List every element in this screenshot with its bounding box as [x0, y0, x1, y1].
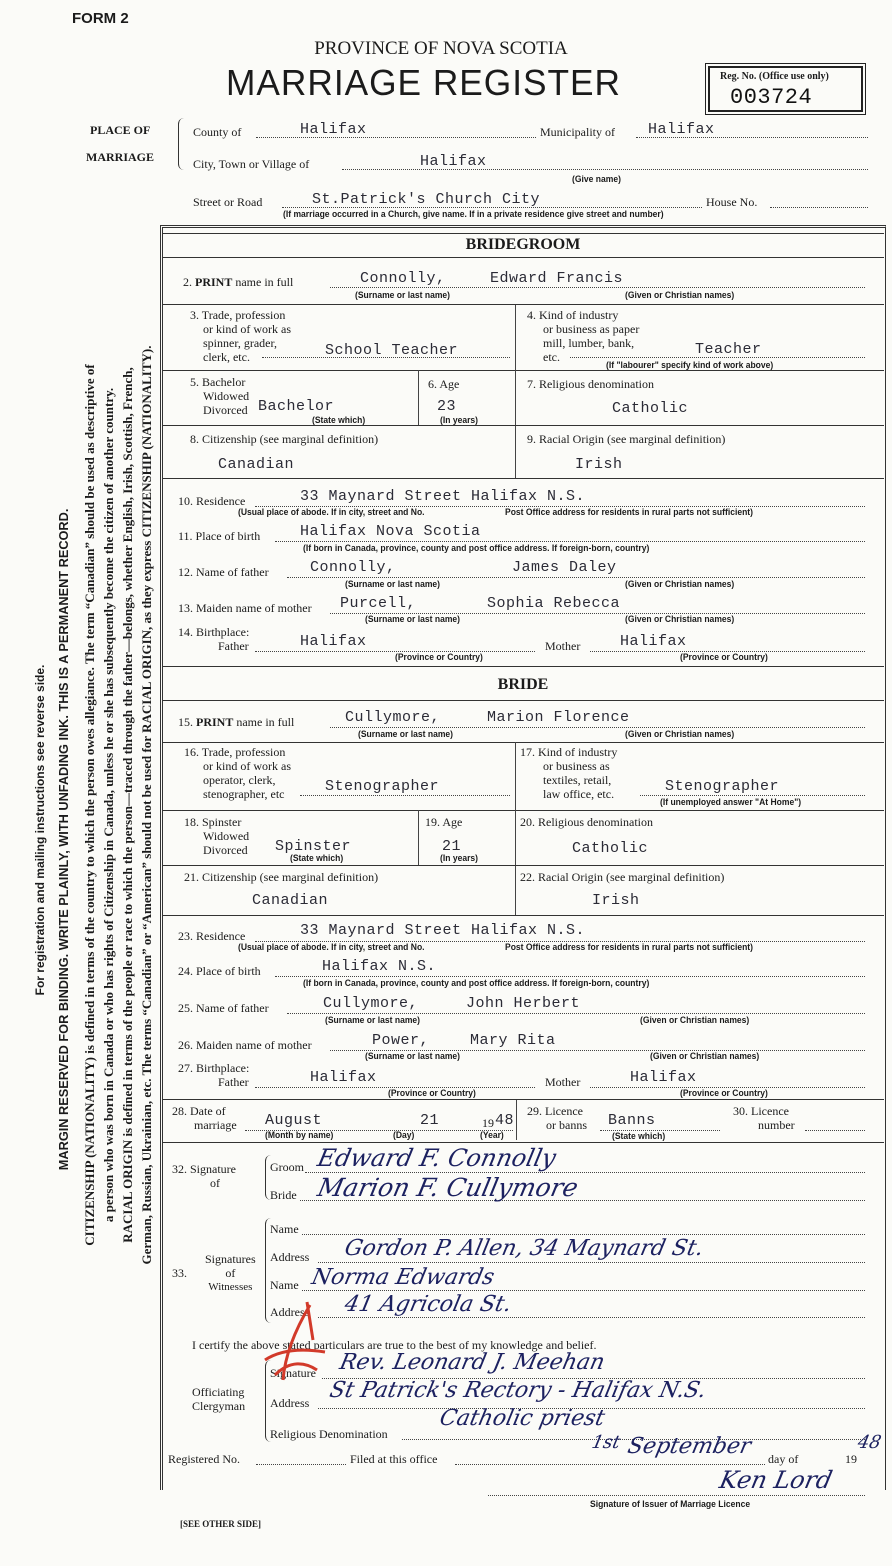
groom-sig-label: Groom	[270, 1160, 304, 1174]
place-label-1: PLACE OF	[90, 123, 151, 137]
groom-mother-surname: Purcell,	[340, 595, 417, 612]
bride-mother-surname: Power,	[372, 1032, 430, 1049]
bride-status-label: 18. Spinster Widowed Divorced	[184, 815, 250, 857]
groom-surname: Connolly,	[360, 270, 446, 287]
mother-label: Mother	[545, 639, 581, 653]
groom-citizenship-label: 8. Citizenship (see marginal definition)	[190, 432, 379, 446]
filed-label: Filed at this office	[350, 1452, 438, 1466]
groom-birthplace: Halifax Nova Scotia	[300, 523, 481, 540]
margin-citizenship-2: a person who was born in Canada or who has rights of Citizenship in Canada, unless he or she has subsequently become the citizen of another country.	[101, 387, 116, 1223]
bride-birthplace-label: 27. Birthplace:	[178, 1061, 250, 1075]
year-prefix: 19	[482, 1116, 494, 1130]
licence-or-banns: Banns	[608, 1112, 656, 1129]
city-value: Halifax	[420, 153, 487, 170]
bride-sig-label: Bride	[270, 1188, 297, 1202]
bride-age-label: 19. Age	[425, 815, 463, 829]
groom-trade-label: 3. Trade, profession or kind of work as spinner, grader, clerk, etc.	[190, 308, 291, 364]
filed-year: 48	[855, 1432, 884, 1453]
bride-father-birthplace: Halifax	[310, 1069, 377, 1086]
groom-name-label: 2. PRINT name in full	[183, 275, 294, 289]
clergy-denom-label: Religious Denomination	[270, 1427, 388, 1441]
issuer-signature: Ken Lord	[717, 1466, 835, 1494]
note: (Province or Country)	[395, 652, 483, 663]
note: (Given or Christian names)	[625, 614, 735, 625]
note: (Year)	[480, 1130, 504, 1141]
witness1-address-label: Address	[270, 1250, 310, 1264]
bride-mother-given: Mary Rita	[470, 1032, 556, 1049]
groom-status: Bachelor	[258, 398, 335, 415]
house-label: House No.	[706, 195, 758, 209]
note: (Surname or last name)	[365, 1051, 461, 1062]
groom-mother-birthplace: Halifax	[620, 633, 687, 650]
bride-mother-birthplace: Halifax	[630, 1069, 697, 1086]
num-33: 33.	[172, 1266, 187, 1280]
note: (If "labourer" specify kind of work above)	[606, 360, 774, 371]
county-value: Halifax	[300, 121, 367, 138]
bride-racial-origin: Irish	[592, 892, 640, 909]
note: (Surname or last name)	[345, 579, 441, 590]
licence-number-label: 30. Licence number	[733, 1104, 795, 1132]
note: (State which)	[312, 415, 366, 426]
note: (Usual place of abode. If in city, street and No.	[238, 942, 425, 953]
margin-citizenship-1: CITIZENSHIP (NATIONALITY) is defined in terms of the country to which the person owes allegiance. The term “Canadian” should be used as descriptive of	[82, 364, 97, 1246]
note: (Given or Christian names)	[625, 579, 735, 590]
day-of-label: day of	[768, 1452, 799, 1466]
red-check-mark	[255, 1300, 335, 1390]
bride-industry: Stenographer	[665, 778, 780, 795]
bride-residence-label: 23. Residence	[178, 929, 246, 943]
note: (Province or Country)	[680, 1088, 768, 1099]
bride-trade: Stenographer	[325, 778, 440, 795]
date-label: 28. Date of marriage	[172, 1104, 237, 1132]
note: (Province or Country)	[388, 1088, 476, 1099]
city-label: City, Town or Village of	[193, 157, 310, 171]
province-heading	[0, 38, 892, 60]
bride-age: 21	[442, 838, 462, 855]
note: Post Office address for residents in rural parts not sufficient)	[505, 507, 754, 518]
witness1-name-label: Name	[270, 1222, 299, 1236]
certification-text: I certify the above stated particulars are true to the best of my knowledge and belief.	[192, 1338, 597, 1352]
groom-racial-label: 9. Racial Origin (see marginal definition)	[527, 432, 726, 446]
note: (Usual place of abode. If in city, street and No.	[238, 507, 425, 518]
reg-number-box	[708, 66, 863, 112]
note: (If born in Canada, province, county and post office address. If foreign-born, country)	[303, 978, 650, 989]
groom-trade: School Teacher	[325, 342, 459, 359]
bride-status: Spinster	[275, 838, 352, 855]
groom-religion: Catholic	[612, 400, 689, 417]
groom-age: 23	[437, 398, 457, 415]
margin-instructions: For registration and mailing instructions see reverse side.	[33, 664, 47, 996]
bride-birthplace: Halifax N.S.	[322, 958, 437, 975]
nineteen: 19	[845, 1452, 857, 1466]
reg-number-label: Reg. No. (Office use only)	[720, 71, 829, 82]
reg-number: 003724	[730, 85, 813, 110]
note: Post Office address for residents in rural parts not sufficient)	[505, 942, 754, 953]
licence-label: 29. Licence or banns	[527, 1104, 587, 1132]
bride-signature: Marion F. Cullymore	[314, 1173, 581, 1202]
groom-religion-label: 7. Religious denomination	[527, 377, 654, 391]
groom-mother-given: Sophia Rebecca	[487, 595, 621, 612]
groom-father-birthplace: Halifax	[300, 633, 367, 650]
street-label: Street or Road	[193, 195, 263, 209]
groom-birthplace-label: 14. Birthplace:	[178, 625, 250, 639]
groom-status-label: 5. Bachelor Widowed Divorced	[190, 375, 250, 417]
bride-racial-label: 22. Racial Origin (see marginal definition)	[520, 870, 725, 884]
bride-surname: Cullymore,	[345, 709, 441, 726]
bride-industry-label: 17. Kind of industry or business as textiles, retail, law office, etc.	[520, 745, 618, 801]
note: (Surname or last name)	[358, 729, 454, 740]
groom-residence-label: 10. Residence	[178, 494, 246, 508]
note: (Given or Christian names)	[640, 1015, 750, 1026]
groom-father-label: 12. Name of father	[178, 565, 269, 579]
note: (Given or Christian names)	[650, 1051, 760, 1062]
groom-father-given: James Daley	[512, 559, 617, 576]
witness2-address-label: Address	[270, 1305, 310, 1319]
groom-birth-label: 11. Place of birth	[178, 529, 261, 543]
groom-residence: 33 Maynard Street Halifax N.S.	[300, 488, 586, 505]
groom-industry: Teacher	[695, 341, 762, 358]
bride-father-given: John Herbert	[466, 995, 581, 1012]
note: (State which)	[612, 1131, 666, 1142]
marriage-year: 48	[495, 1112, 515, 1129]
issuer-label: Signature of Issuer of Marriage Licence	[590, 1499, 751, 1510]
father-label: Father	[218, 639, 249, 653]
clergy-address: St Patrick's Rectory - Halifax N.S.	[327, 1378, 709, 1403]
groom-racial-origin: Irish	[575, 456, 623, 473]
registered-no-label: Registered No.	[168, 1452, 240, 1466]
signature-label: 32. Signature of	[172, 1162, 236, 1190]
bride-name-label: 15. PRINT name in full	[178, 715, 295, 729]
filed-month: September	[625, 1434, 754, 1459]
place-label-2: MARRIAGE	[86, 150, 154, 164]
groom-industry-label: 4. Kind of industry or business as paper mill, lumber, bank, etc.	[527, 308, 640, 364]
father-label: Father	[218, 1075, 249, 1089]
page-title: MARRIAGE REGISTER	[226, 62, 622, 103]
clergy-label: Officiating Clergyman	[192, 1385, 246, 1413]
bride-citizenship: Canadian	[252, 892, 329, 909]
margin-binding-notice: MARGIN RESERVED FOR BINDING. WRITE PLAINLY, WITH UNFADING INK. THIS IS A PERMANENT RECORD.	[56, 508, 71, 1171]
filed-day: 1st	[589, 1432, 623, 1453]
clergy-signature: Rev. Leonard J. Meehan	[337, 1350, 607, 1375]
clergy-denomination: Catholic priest	[437, 1406, 608, 1431]
bride-father-surname: Cullymore,	[323, 995, 419, 1012]
note: (Given or Christian names)	[625, 729, 735, 740]
place-brace	[178, 118, 184, 170]
witness2-signature: Norma Edwards	[309, 1265, 497, 1290]
groom-citizenship: Canadian	[218, 456, 295, 473]
form-number: FORM 2	[72, 10, 129, 27]
groom-mother-label: 13. Maiden name of mother	[178, 601, 312, 615]
witness1-signature: Gordon P. Allen, 34 Maynard St.	[342, 1236, 706, 1261]
note: (Surname or last name)	[355, 290, 451, 301]
witnesses-label: Signatures of Witnesses	[205, 1252, 256, 1293]
bridegroom-header: BRIDEGROOM	[465, 236, 581, 253]
witness2-name-label: Name	[270, 1278, 299, 1292]
marriage-day: 21	[420, 1112, 440, 1129]
margin-racial-1: RACIAL ORIGIN is defined in terms of the people or race to which the person—traced through the father—belongs, whether English, Irish, Scottish, French,	[120, 367, 135, 1243]
marriage-month: August	[265, 1112, 323, 1129]
groom-father-surname: Connolly,	[310, 559, 396, 576]
note: (If unemployed answer "At Home")	[660, 797, 802, 808]
note: (Given or Christian names)	[625, 290, 735, 301]
note: (Surname or last name)	[365, 614, 461, 625]
county-label: County of	[193, 125, 242, 139]
margin-racial-2: German, Russian, Ukrainian, etc. The terms “Canadian” or “American” should not be used for RACIAL ORIGIN, as they express CITIZENSHIP (NATIONALITY).	[139, 345, 154, 1265]
bride-given-names: Marion Florence	[487, 709, 630, 726]
note: (Province or Country)	[680, 652, 768, 663]
bride-birth-label: 24. Place of birth	[178, 964, 261, 978]
bride-header: BRIDE	[497, 676, 549, 693]
groom-age-label: 6. Age	[428, 377, 460, 391]
province: PROVINCE OF NOVA SCOTIA	[314, 38, 568, 59]
street-note: (If marriage occurred in a Church, give name. If in a private residence give street and number)	[283, 209, 664, 220]
street-value: St.Patrick's Church City	[312, 191, 541, 208]
note: (State which)	[290, 853, 344, 864]
groom-signature: Edward F. Connolly	[315, 1144, 559, 1172]
note: (In years)	[440, 853, 479, 864]
municipality-label: Municipality of	[540, 125, 615, 139]
note: (In years)	[440, 415, 479, 426]
clergy-sig-label: Signature	[270, 1366, 316, 1380]
witness2-address: 41 Agricola St.	[342, 1292, 514, 1317]
note: (Surname or last name)	[325, 1015, 421, 1026]
bride-mother-label: 26. Maiden name of mother	[178, 1038, 312, 1052]
bride-citizenship-label: 21. Citizenship (see marginal definition)	[184, 870, 379, 884]
bride-religion: Catholic	[572, 840, 649, 857]
groom-given-names: Edward Francis	[490, 270, 624, 287]
bride-religion-label: 20. Religious denomination	[520, 815, 653, 829]
bride-residence: 33 Maynard Street Halifax N.S.	[300, 922, 586, 939]
municipality-value: Halifax	[648, 121, 715, 138]
note: (Month by name)	[265, 1130, 334, 1141]
clergy-address-label: Address	[270, 1396, 310, 1410]
note: (Day)	[393, 1130, 415, 1141]
bride-father-label: 25. Name of father	[178, 1001, 269, 1015]
see-other-side: [SEE OTHER SIDE]	[180, 1519, 262, 1529]
mother-label: Mother	[545, 1075, 581, 1089]
note: (If born in Canada, province, county and post office address. If foreign-born, country)	[303, 543, 650, 554]
city-note: (Give name)	[572, 174, 621, 185]
bride-trade-label: 16. Trade, profession or kind of work as operator, clerk, stenographer, etc	[184, 745, 291, 801]
